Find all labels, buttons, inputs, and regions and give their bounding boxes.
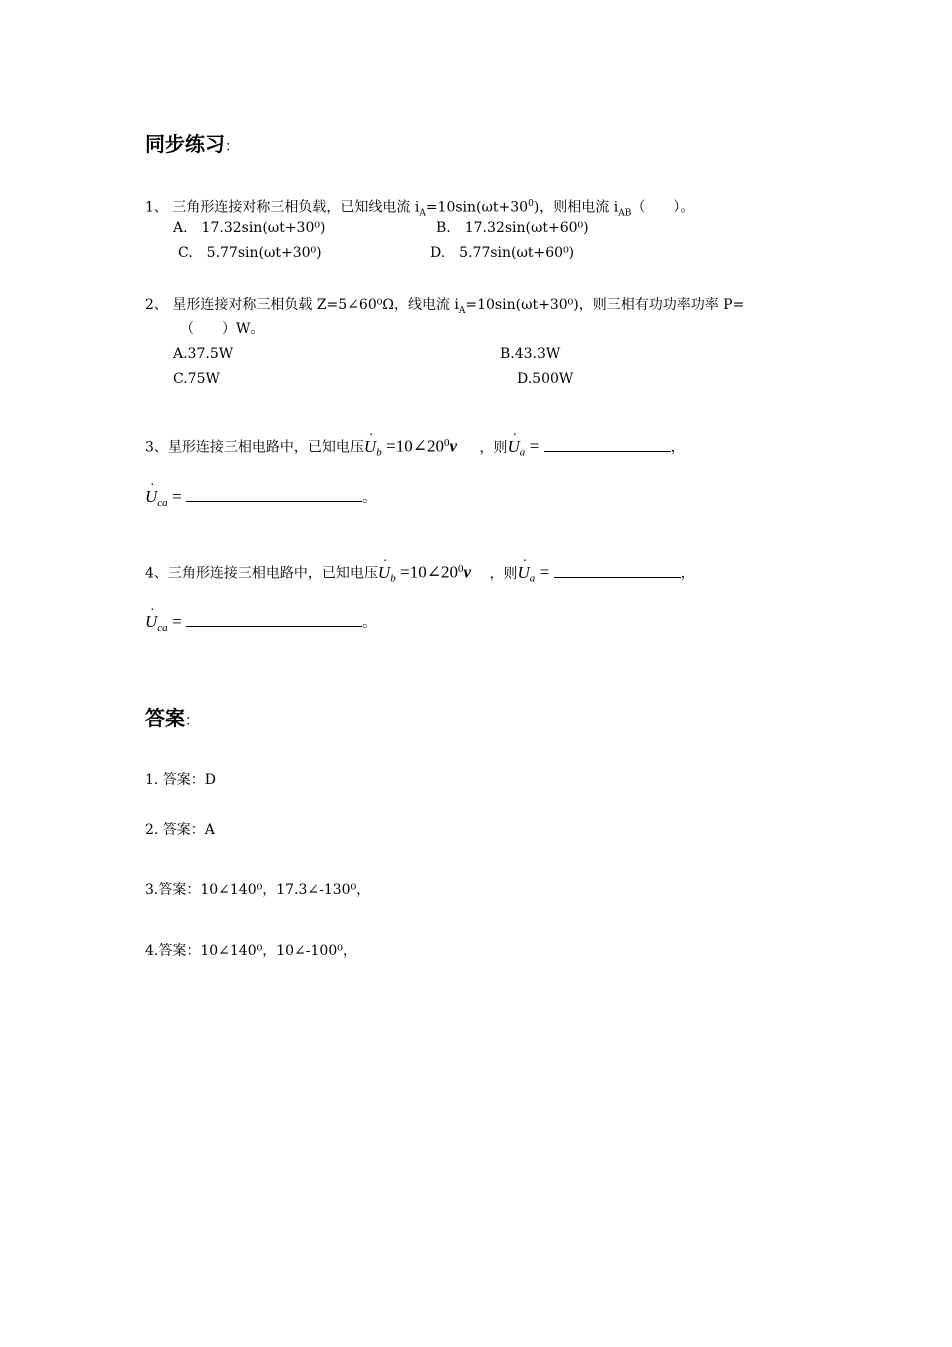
q2-option-d: D.500W <box>517 371 574 387</box>
q1-text: 三角形连接对称三相负载，已知线电流 i <box>172 199 420 216</box>
question-4-line2 <box>145 612 376 637</box>
q1-sub-ab: AB <box>618 208 632 219</box>
q2-number: 2、 <box>145 297 168 313</box>
answer-3: 3.答案：10∠140⁰，17.3∠-130⁰， <box>145 882 371 898</box>
q4-value: =10∠20 <box>400 562 458 582</box>
q1-text3: )，则相电流 i <box>533 199 619 216</box>
q1-option-b: B. 17.32sin(ωt+60⁰) <box>436 220 589 236</box>
practice-title <box>145 128 239 157</box>
answers-title <box>145 702 199 731</box>
q4-end: 。 <box>362 615 377 631</box>
q4-then: ，则 <box>489 565 518 582</box>
q4-sup: 0 <box>457 563 464 575</box>
q3-end: 。 <box>362 490 377 506</box>
q3-sub-a: a <box>519 446 526 459</box>
q4-text: 4、三角形连接三相电路中，已知电压 <box>145 565 378 582</box>
answer-1: 1. 答案：D <box>145 772 217 788</box>
answer-4: 4.答案：10∠140⁰，10∠-100⁰， <box>145 943 357 959</box>
q3-comma: ， <box>670 439 685 456</box>
q2-sub-a: A <box>458 305 466 316</box>
q3-sup: 0 <box>444 437 450 449</box>
q4-unit: v <box>463 562 472 582</box>
q4-sub-a: a <box>529 572 536 585</box>
q1-option-d: D. 5.77sin(ωt+60⁰) <box>430 245 575 261</box>
q3-blank-uca[interactable] <box>186 487 362 502</box>
q1-number: 1、 <box>145 199 168 216</box>
question-2 <box>145 296 744 320</box>
answers-title-text: 答案 <box>145 706 185 730</box>
answers-title-colon: ： <box>185 713 199 729</box>
q1-text2: =10sin(ωt+30 <box>425 199 529 216</box>
q1-text4: （ ）。 <box>631 199 695 216</box>
q2-option-b: B.43.3W <box>500 346 561 362</box>
q3-sub-ca: ca <box>157 496 168 509</box>
q3-voltage-ub: · U <box>364 438 376 456</box>
q4-comma: ， <box>680 565 695 582</box>
q2-text2: =10sin(ωt+30⁰)，则三相有功功率功率 P= <box>465 297 745 313</box>
q3-voltage-ua: · U <box>508 438 520 456</box>
q2-option-c: C.75W <box>173 371 220 387</box>
q4-sub-b: b <box>390 572 396 585</box>
practice-title-text: 同步练习 <box>145 132 225 156</box>
question-3 <box>145 434 685 461</box>
q3-eq2: = <box>172 487 182 506</box>
q4-voltage-uca: · U <box>145 613 157 631</box>
q3-text: 3、星形连接三相电路中，已知电压 <box>145 439 364 456</box>
q2-text: 星形连接对称三相负载 Z=5∠60⁰Ω，线电流 i <box>172 297 459 313</box>
q2-line2: （ ）W。 <box>180 321 265 337</box>
q4-sub-ca: ca <box>157 621 168 634</box>
q1-option-a: A. 17.32sin(ωt+30⁰) <box>173 220 326 236</box>
q3-eq: = <box>529 436 540 456</box>
q3-blank-ua[interactable] <box>544 437 671 452</box>
q3-sub-b: b <box>376 446 382 459</box>
q3-unit: v <box>449 436 458 456</box>
q1-option-c: C. 5.77sin(ωt+30⁰) <box>178 245 322 261</box>
q4-voltage-ub: · U <box>378 564 390 582</box>
q4-eq: = <box>539 562 550 582</box>
q1-sup: 0 <box>528 199 534 209</box>
q4-blank-ua[interactable] <box>554 563 681 578</box>
q4-eq2: = <box>172 612 182 631</box>
q4-blank-uca[interactable] <box>186 612 362 627</box>
q2-option-a: A.37.5W <box>173 346 234 362</box>
q3-voltage-uca: · U <box>145 488 157 506</box>
q1-sub-a: A <box>419 208 426 219</box>
answer-2: 2. 答案：A <box>145 822 215 838</box>
q3-then: ，则 <box>479 439 508 456</box>
question-3-line2 <box>145 487 376 512</box>
practice-title-colon: ： <box>225 139 239 155</box>
question-4 <box>145 560 695 587</box>
q4-voltage-ua: · U <box>517 564 529 582</box>
q3-value: =10∠20 <box>386 436 444 456</box>
